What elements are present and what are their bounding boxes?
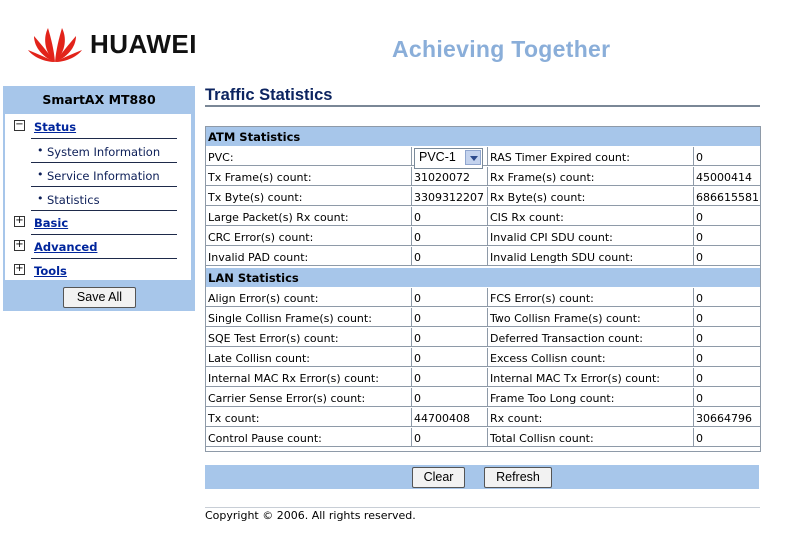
stat-value: 0 (412, 308, 488, 327)
stat-value: 0 (412, 227, 488, 246)
stat-value: 0 (694, 308, 760, 327)
stat-value: 31020072 (412, 167, 488, 186)
stat-value: 0 (694, 207, 760, 226)
stat-label: Total Collisn count: (488, 428, 694, 447)
device-name: SmartAX MT880 (42, 92, 156, 107)
stat-label: Invalid PAD count: (206, 247, 412, 266)
page-title: Traffic Statistics (205, 86, 333, 104)
stat-value: 0 (694, 147, 760, 166)
table-row (206, 348, 760, 367)
pvc-select[interactable] (414, 148, 483, 169)
menu-service-information[interactable] (5, 164, 191, 188)
stat-label: Deferred Transaction count: (488, 328, 694, 347)
brand-name: HUAWEI (90, 28, 197, 59)
lan-section-heading: LAN Statistics (206, 268, 760, 287)
clear-button[interactable]: Clear (412, 467, 465, 488)
stat-value: 0 (694, 247, 760, 266)
menu-advanced[interactable] (5, 234, 191, 258)
stat-label: PVC: (206, 147, 412, 166)
menu-system-information-label[interactable]: System Information (47, 145, 161, 159)
button-bar (205, 465, 759, 489)
stat-label: Late Collisn count: (206, 348, 412, 367)
table-row (206, 147, 760, 166)
stat-value: 0 (412, 207, 488, 226)
table-row (206, 308, 760, 327)
stat-value: 0 (694, 227, 760, 246)
slogan: Achieving Together (392, 36, 611, 62)
table-row (206, 288, 760, 307)
atm-section-heading: ATM Statistics (206, 127, 760, 146)
bullet-icon: • (37, 192, 44, 205)
stat-label: Invalid Length SDU count: (488, 247, 694, 266)
stat-value: 0 (412, 368, 488, 387)
stat-label: Align Error(s) count: (206, 288, 412, 307)
stat-label: Two Collisn Frame(s) count: (488, 308, 694, 327)
stat-label: Single Collisn Frame(s) count: (206, 308, 412, 327)
stat-value: 0 (694, 388, 760, 407)
stat-value: 0 (694, 328, 760, 347)
stat-label: Carrier Sense Error(s) count: (206, 388, 412, 407)
stat-value: 0 (412, 428, 488, 447)
stat-label: Tx count: (206, 408, 412, 427)
menu-statistics[interactable] (5, 188, 191, 212)
stat-label: Frame Too Long count: (488, 388, 694, 407)
menu-basic-label[interactable]: Basic (34, 216, 69, 230)
table-row (206, 388, 760, 407)
bullet-icon: • (37, 168, 44, 181)
table-row (206, 408, 760, 427)
stat-label: SQE Test Error(s) count: (206, 328, 412, 347)
menu-status[interactable] (5, 114, 191, 138)
stat-value: 0 (694, 288, 760, 307)
stat-label: Rx Byte(s) count: (488, 187, 694, 206)
menu-service-information-label[interactable]: Service Information (47, 169, 160, 183)
stat-label: Tx Byte(s) count: (206, 187, 412, 206)
menu-statistics-label[interactable]: Statistics (47, 193, 100, 207)
stat-label: RAS Timer Expired count: (488, 147, 694, 166)
stat-value: 0 (412, 328, 488, 347)
table-row (206, 368, 760, 387)
menu-status-label[interactable]: Status (34, 120, 77, 134)
title-divider (205, 105, 760, 107)
huawei-logo (26, 22, 197, 66)
stat-label: CIS Rx count: (488, 207, 694, 226)
table-row (206, 328, 760, 347)
save-all-button[interactable]: Save All (63, 287, 136, 308)
collapse-icon[interactable]: − (15, 119, 24, 130)
stat-label: Excess Collisn count: (488, 348, 694, 367)
divider (31, 186, 177, 187)
table-row (206, 227, 760, 246)
expand-icon[interactable]: + (15, 215, 24, 226)
chevron-down-icon[interactable] (465, 150, 481, 165)
stat-value: 30664796 (694, 408, 760, 427)
stat-label: Invalid CPI SDU count: (488, 227, 694, 246)
stat-label: Rx Frame(s) count: (488, 167, 694, 186)
menu-tools-label[interactable]: Tools (34, 264, 67, 278)
pvc-select-value: PVC-1 (419, 150, 456, 164)
menu-tools[interactable] (5, 258, 191, 282)
stat-label: Large Packet(s) Rx count: (206, 207, 412, 226)
menu-system-information[interactable] (5, 140, 191, 164)
divider (31, 162, 177, 163)
table-row (206, 428, 760, 447)
expand-icon[interactable]: + (15, 263, 24, 274)
stat-value: 0 (412, 288, 488, 307)
table-row (206, 247, 760, 266)
footer-divider (205, 507, 760, 508)
menu-basic[interactable] (5, 210, 191, 234)
stat-value: 45000414 (694, 167, 760, 186)
stat-value: 0 (412, 247, 488, 266)
sidebar (3, 86, 195, 311)
stat-label: Control Pause count: (206, 428, 412, 447)
stat-value: 0 (412, 348, 488, 367)
menu-advanced-label[interactable]: Advanced (34, 240, 98, 254)
stat-label: Internal MAC Tx Error(s) count: (488, 368, 694, 387)
table-row (206, 187, 760, 206)
stat-value: 686615581 (694, 187, 760, 206)
table-row (206, 207, 760, 226)
divider (31, 138, 177, 139)
stat-label: CRC Error(s) count: (206, 227, 412, 246)
stat-value: 0 (694, 348, 760, 367)
stat-value: 0 (694, 428, 760, 447)
huawei-flower-icon (26, 24, 84, 64)
stat-value: 44700408 (412, 408, 488, 427)
side-menu (5, 114, 191, 280)
copyright: Copyright © 2006. All rights reserved. (205, 509, 416, 522)
stat-value: 3309312207 (412, 187, 488, 206)
stat-label: Rx count: (488, 408, 694, 427)
bullet-icon: • (37, 144, 44, 157)
stat-value: 0 (694, 368, 760, 387)
statistics-table (205, 126, 761, 452)
stat-value: 0 (412, 388, 488, 407)
expand-icon[interactable]: + (15, 239, 24, 250)
table-row (206, 167, 760, 186)
stat-label: Tx Frame(s) count: (206, 167, 412, 186)
stat-label: Internal MAC Rx Error(s) count: (206, 368, 412, 387)
stat-label: FCS Error(s) count: (488, 288, 694, 307)
refresh-button[interactable]: Refresh (484, 467, 552, 488)
